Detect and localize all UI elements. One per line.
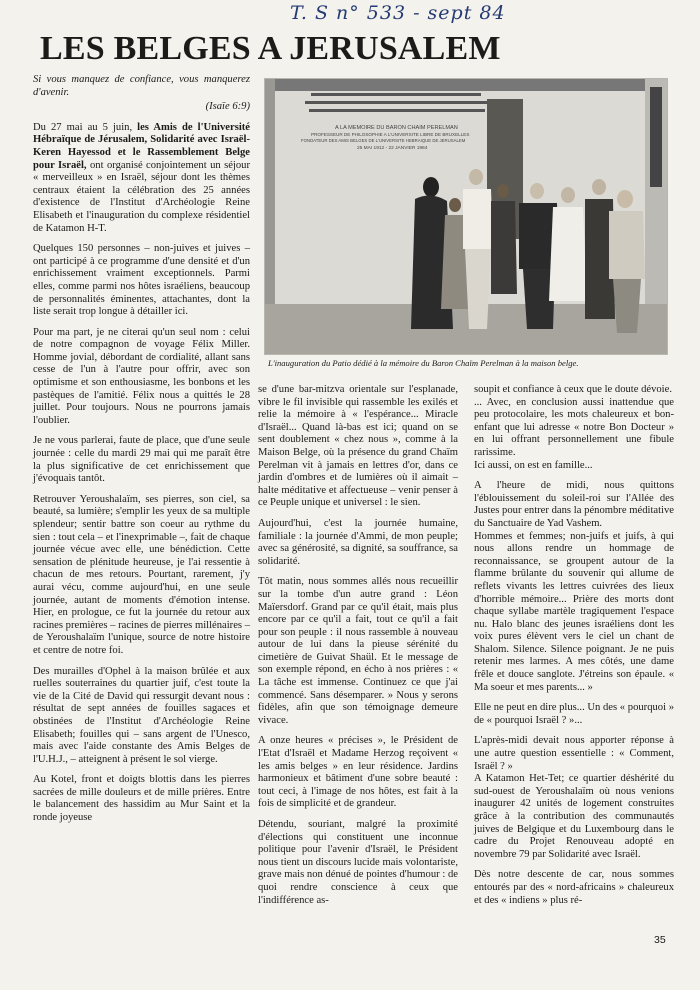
column3-paragraph-4: L'après-midi devait nous apporter réponse à une autre question essentielle : « Comment, Israël ? » A Katamon Het-Tet; ce quartier déshérité du sud-ouest de Yeroushalaïm où nous venions inaugurer 42 unités de logement construites grâce à la contribution des communautés juives de Belgique et du Luxembourg dans le cadre du Projet Renouveau adopté en novembre 79 par Solidarité avec Israël.: [474, 735, 674, 860]
column2-paragraph-1: se d'une bar-mitzva orientale sur l'esplanade, vibre le fil invisible qui rassemble les exilés et relie la mémoire à « l'espérance... Miracle d'Israël... Quand là-bas est ici; quand on se sent doublement « chez nous », comme à la Maison Belge, où la présence du grand Chaïm Perelman vit à jamais en lettres d'or, dans ce jardin d'ombres et de lumières où il aimait – halte méditative et affectueuse – venir penser à ce Peuple unique et universel : le sien.: [258, 384, 458, 509]
photo-block: [264, 78, 668, 374]
intro-paragraph: [33, 122, 250, 235]
column1-paragraph-4: Retrouver Yeroushalaïm, ses pierres, son ciel, sa beauté, sa lumière; s'emplir les yeux de sa multiple splendeur; sentir battre son coeur au rythme du sien : tout cela – et l'inexprimable –, fait de chaque journée vécue avec elle, une bénédiction. Cette sensation de plénitude heureuse, je l'ai ressentie à chacun de mes retours. Pourtant, rarement, j'y aurai vécu, comme aujourd'hui, en une seule journée, autant de moments d'émotion intense. Hier, en prologue, ce fut la journée du retour aux racines premières – racines de pierres millénaires – de Yeroushalaïm l'unique, source de notre histoire et centre de notre foi.: [33, 493, 250, 656]
column-3: [474, 384, 674, 915]
column2-paragraph-2: Aujourd'hui, c'est la journée humaine, familiale : la journée d'Ammi, de mon peuple; avec sa générosité, sa dignité, sa souffrance, sa solidarité.: [258, 517, 458, 567]
epigraph-quote: Si vous manquez de confiance, vous manquerez d'avenir.: [33, 74, 250, 98]
photo-caption: L'inauguration du Patio dédié à la mémoire du Baron Chaïm Perelman à la maison belge.: [268, 358, 579, 368]
hebrew-plaque-lines: [305, 93, 487, 112]
column1-paragraph-3: Je ne vous parlerai, faute de place, que d'une seule journée : celle du mardi 29 mai qui me paraît être la plus significative de cet enrichissement que j'évoquais tantôt.: [33, 435, 250, 485]
intro-organizers: les Amis de l'Université Hébraïque de Jérusalem, Solidarité avec Israël-Keren Hayessod et le Rassemblement Belge pour Israël,: [33, 121, 250, 171]
plaque-line-4: 25 MAI 1912 - 22 JANVIER 1984: [357, 146, 428, 151]
plaque-line-3: FONDATEUR DES AMIS BELGES DE L'UNIVERSITE HEBRAIQUE DE JERUSALEM: [301, 138, 466, 143]
column1-paragraph-5: Des murailles d'Ophel à la maison brûlée et aux ruelles souterraines du quartier juif, c'est toute la vie de la Cité de David qui ressurgit devant nous : résultat de sept années de fouilles sagaces et obstinées de l'Institut d'Archéologie Reine Elisabeth; fouilles qui – sans argent de l'Unesco, mais avec l'aide constante des Amis Belges de l'U.H.J., – atteignent à présent le sol vierge.: [33, 665, 250, 765]
column2-paragraph-4: A onze heures « précises », le Président de l'Etat d'Israël et Madame Herzog reçoivent « les amis belges » en leur résidence. Jardins harmonieux et bâtiment d'une sobre beauté : tout ceci, à l'image de nos hôtes, est fait à la fois de simplicité et de grandeur.: [258, 735, 458, 810]
column1-paragraph-2: Pour ma part, je ne citerai qu'un seul nom : celui de notre compagnon de voyage Félix Miller. Homme jovial, débordant de cordialité, allant sans cesse de l'un à l'autre pour offrir, avec son optimisme et son enthousiasme, les bonbons et les pastèques de l'amitié. Félix nous a quittés le 28 juillet. Pour toujours. Nous ne pourrons jamais l'oublier.: [33, 326, 250, 426]
column3-paragraph-2: A l'heure de midi, nous quittons l'éblouissement du soleil-roi sur l'Allée des Justes pour entrer dans la pénombre méditative du Sanctuaire de Yad Vashem. Hommes et femmes; non-juifs et juifs, à qui nous allons rendre un hommage de reconnaissance, se groupent autour de la flamme brûlante du souvenir qui allume de reflets vivants les lettres cuivrées des lieux d'horrible mémoire... Prière des morts dont chaque syllabe martèle tragiquement l'espace nu. Halo blanc des jeunes israéliens dont les voix pures élèvent vers le ciel un chant de Shalom. Silence. Silence poignant. Je ne puis retenir mes larmes. A mes côtés, une dame frêle et douce sanglote. J'étreins son épaule. « Ma soeur et mes parents... »: [474, 480, 674, 693]
handwritten-archive-note: T. S n° 533 - sept 84: [290, 2, 506, 24]
inauguration-photo: [264, 78, 668, 355]
page-number: 35: [654, 934, 666, 946]
column-2: [258, 384, 458, 915]
plaque-line-2: PROFESSEUR DE PHILOSOPHIE A L'UNIVERSITE LIBRE DE BRUXELLES: [311, 132, 470, 137]
column2-paragraph-5: Détendu, souriant, malgré la proximité d'élections qui constituent une inconnue politique pour l'avenir d'Israël, le Président nous tient un discours lucide mais volontariste, grave mais non dénué de pointes d'humour : de quoi rendre conscience à ceux que l'indifférence as-: [258, 819, 458, 906]
intro-post: ont organisé conjointement un séjour « merveilleux » en Israël, séjour dont les thèmes centraux étaient la célébration des 25 années d'existence de l'Institut d'Archéologie Reine Elisabeth et l'inauguration du complexe résidentiel de Katamon H-T.: [33, 159, 250, 234]
epigraph-reference: (Isaïe 6:9): [205, 101, 250, 113]
photo-illustration: [265, 79, 667, 354]
column2-paragraph-3: Tôt matin, nous sommes allés nous recueillir sur la tombe d'un autre grand : Léon Maïersdorf. Grand par ce qu'il était, mais plus encore par ce qu'il a fait, tout ce qu'il a fait pour son peuple : il nous rassemble à nouveau autour de lui dans la pieuse sérénité du cimetière de Guivat Shaül. Et le message de son exemple répond, en écho à nos prières : « La tâche est immense. Continuez ce que j'ai commencé. Sans désemparer. » Nous y serons fidèles, afin que son témoignage demeure vivace.: [258, 576, 458, 726]
column1-paragraph-1: Quelques 150 personnes – non-juives et juives – ont participé à ce programme d'une densité et d'un enrichissement vraiment exceptionnels. Parmi elles, comme parmi nos hôtes israéliens, beaucoup de personnalités éminentes, attachantes, dont la liste serait trop longue à détailler ici.: [33, 243, 250, 318]
column-1: [33, 74, 250, 833]
column3-paragraph-3: Elle ne peut en dire plus... Un des « pourquoi » de « pourquoi Israël ? »...: [474, 702, 674, 726]
column1-paragraph-6: Au Kotel, front et doigts blottis dans les pierres sacrées de mille douleurs et de mille prières. Entre le balancement des hassidim au Mur Saint et la ronde joyeuse: [33, 774, 250, 824]
plaque-line-1: A LA MEMOIRE DU BARON CHAIM PERELMAN: [335, 125, 458, 131]
intro-pre: Du 27 mai au 5 juin,: [33, 121, 138, 133]
article-title: LES BELGES A JERUSALEM: [40, 30, 501, 67]
column3-paragraph-5: Dès notre descente de car, nous sommes entourés par des « nord-africains » chaleureux et des « indiens » plus ré-: [474, 869, 674, 906]
column3-paragraph-1: soupit et confiance à ceux que le doute dévoie. ... Avec, en conclusion aussi inattendue que peu protocolaire, les mots chaleureux et bon-enfant que lui adresse « notre Bon Docteur » en lui offrant personnellement une fibule rarissime. Ici aussi, on est en famille...: [474, 384, 674, 471]
